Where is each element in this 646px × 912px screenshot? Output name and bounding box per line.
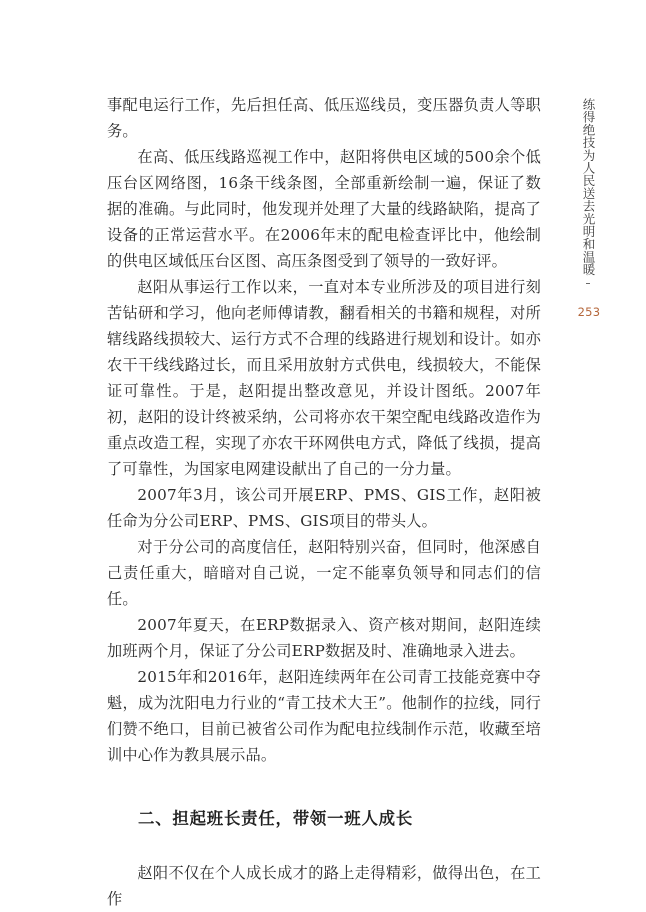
paragraph: 事配电运行工作，先后担任高、低压巡线员，变压器负责人等职务。 bbox=[107, 96, 541, 140]
paragraph: 2015年和2016年，赵阳连续两年在公司青工技能竞赛中夺魁，成为沈阳电力行业的“青工技术大王”。他制作的拉线，同行们赞不绝口，目前已被省公司作为配电拉线制作示范，收藏至培训中心作为教具展示品。 bbox=[107, 668, 541, 764]
paragraph: 对于分公司的高度信任，赵阳特别兴奋，但同时，他深感自己责任重大，暗暗对自己说，一定不能辜负领导和同志们的信任。 bbox=[107, 538, 541, 608]
section-heading: 二、担起班长责任，带领一班人成长 bbox=[138, 809, 414, 828]
paragraph: 赵阳从事运行工作以来，一直对本专业所涉及的项目进行刻苦钻研和学习，他向老师傅请教，翻看相关的书籍和规程，对所辖线路线损较大、运行方式不合理的线路进行规划和设计。如亦农干干线线路过长，而且采用放射方式供电，线损较大，不能保证可靠性。于是，赵阳提出整改意见，并设计图纸。2007年初，赵阳的设计终被采纳，公司将亦农干架空配电线路改造作为重点改造工程，实现了亦农干环网供电方式，降低了线损，提高了可靠性，为国家电网建设献出了自己的一分力量。 bbox=[107, 278, 541, 478]
paragraph: 2007年3月，该公司开展ERP、PMS、GIS工作，赵阳被任命为分公司ERP、PMS、GIS项目的带头人。 bbox=[107, 486, 541, 530]
paragraph: 赵阳不仅在个人成长成才的路上走得精彩，做得出色，在工作 bbox=[107, 864, 541, 908]
page-number: 253 bbox=[577, 305, 601, 319]
paragraph: 2007年夏天，在ERP数据录入、资产核对期间，赵阳连续加班两个月，保证了分公司ERP数据及时、准确地录入进去。 bbox=[107, 616, 541, 660]
paragraph: 在高、低压线路巡视工作中，赵阳将供电区域的500余个低压台区网络图，16条干线条图，全部重新绘制一遍，保证了数据的准确。与此同时，他发现并处理了大量的线路缺陷，提高了设备的正常运营水平。在2006年末的配电检查评比中，他绘制的供电区域低压台区图、高压条图受到了领导的一致好评。 bbox=[107, 148, 541, 270]
body-text bbox=[107, 92, 541, 912]
running-head-chapter-title: 练得绝技为人民送去光明和温暖 bbox=[581, 98, 596, 276]
running-head-divider bbox=[586, 283, 590, 284]
